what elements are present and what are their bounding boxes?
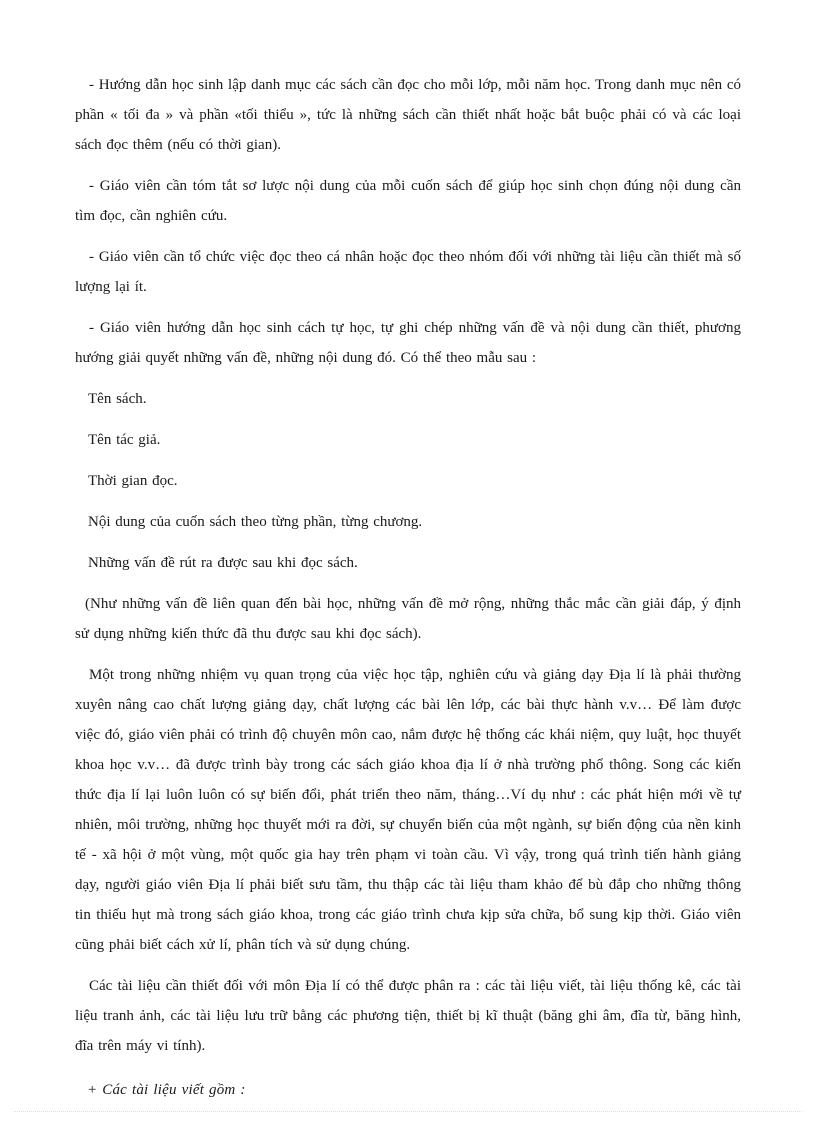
- list-item-book-title: Tên sách.: [88, 391, 147, 407]
- paragraph-written-materials-heading: + Các tài liệu viết gồm :: [87, 1082, 246, 1098]
- footer-divider: [14, 1111, 802, 1113]
- paragraph-guidance-booklist: - Hướng dẫn học sinh lập danh mục các sách cần đọc cho mỗi lớp, mỗi năm học. Trong danh mục nên có phần « tối đa » và phần «tối thiểu », tức là những sách cần thiết nhất hoặc bắt buộc phải có và các loại sách đọc thêm (nếu có thời gian).: [75, 77, 741, 153]
- paragraph-geography-teaching-quality: Một trong những nhiệm vụ quan trọng của việc học tập, nghiên cứu và giảng dạy Địa lí là phải thường xuyên nâng cao chất lượng giảng dạy, chất lượng các bài lên lớp, các bài thực hành v.v… Để làm được việc đó, giáo viên phải có trình độ chuyên môn cao, nắm được hệ thống các khái niệm, quy luật, học thuyết khoa học v.v… đã được trình bày trong các sách giáo khoa địa lí ở nhà trường phổ thông. Song các kiến thức địa lí lại luôn luôn có sự biến đổi, phát triển theo năm, tháng…Ví dụ như : các phát hiện mới về tự nhiên, môi trường, những học thuyết mới ra đời, sự chuyển biến của một ngành, sự biến động của nền kinh tế - xã hội ở một vùng, một quốc gia hay trên phạm vi toàn cầu. Vì vậy, trong quá trình tiến hành giảng dạy, người giáo viên Địa lí phải biết sưu tầm, thu thập các tài liệu tham khảo để bù đắp cho những thông tin thiếu hụt mà trong sách giáo khoa, trong các giáo trình chưa kịp sửa chữa, bổ sung kịp thời. Giáo viên cũng phải biết cách xử lí, phân tích và sử dụng chúng.: [75, 667, 741, 953]
- paragraph-materials-classification: Các tài liệu cần thiết đối với môn Địa lí có thể được phân ra : các tài liệu viết, tài liệu thống kê, các tài liệu tranh ảnh, các tài liệu lưu trữ bằng các phương tiện, thiết bị kĩ thuật (băng ghi âm, đĩa từ, băng hình, đĩa trên máy vi tính).: [75, 978, 741, 1054]
- document-body: [75, 70, 741, 1116]
- list-item-reading-time: Thời gian đọc.: [88, 473, 178, 489]
- paragraph-parenthetical-note: (Như những vấn đề liên quan đến bài học, những vấn đề mở rộng, những thắc mắc cần giải đáp, ý định sử dụng những kiến thức đã thu được sau khi đọc sách).: [75, 596, 741, 642]
- list-item-author-name: Tên tác giả.: [88, 432, 161, 448]
- paragraph-teacher-organize-reading: - Giáo viên cần tổ chức việc đọc theo cá nhân hoặc đọc theo nhóm đối với những tài liệu cần thiết mà số lượng lại ít.: [75, 249, 741, 295]
- list-item-book-contents: Nội dung của cuốn sách theo từng phần, từng chương.: [88, 514, 423, 530]
- list-item-lessons-learned: Những vấn đề rút ra được sau khi đọc sách.: [88, 555, 358, 571]
- paragraph-teacher-summary: - Giáo viên cần tóm tắt sơ lược nội dung của mỗi cuốn sách để giúp học sinh chọn đúng nội dung cần tìm đọc, cần nghiên cứu.: [75, 178, 741, 224]
- paragraph-teacher-selfstudy-guidance: - Giáo viên hướng dẫn học sinh cách tự học, tự ghi chép những vấn đề và nội dung cần thiết, phương hướng giải quyết những vấn đề, những nội dung đó. Có thể theo mẫu sau :: [75, 320, 741, 366]
